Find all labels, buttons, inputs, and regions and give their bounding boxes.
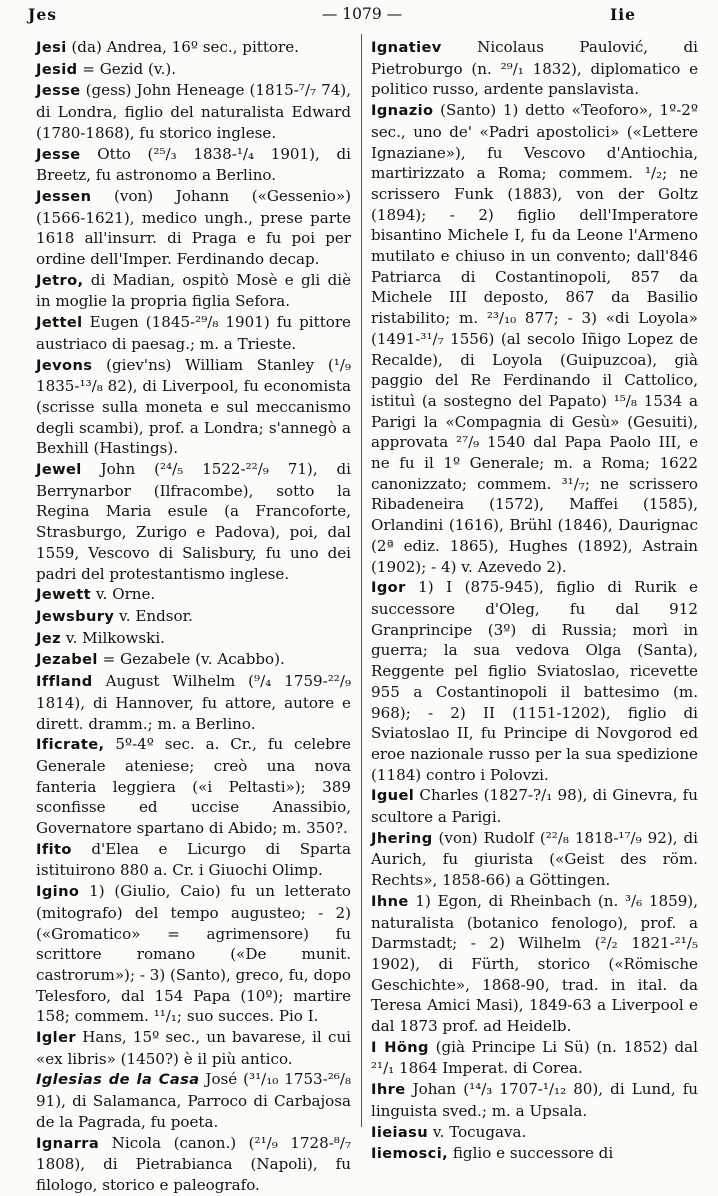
dictionary-entry xyxy=(36,839,351,881)
dictionary-entry xyxy=(36,734,351,839)
entry-headword: Ihne xyxy=(371,892,409,910)
dictionary-entry xyxy=(36,1133,351,1196)
dictionary-entry xyxy=(36,144,351,186)
entry-headword: Jewel xyxy=(36,461,82,479)
dictionary-entry xyxy=(36,355,351,460)
entry-text: Johan (¹⁴/₃ 1707-¹/₁₂ 80), di Lund, fu linguista sved.; m. a Upsala. xyxy=(371,1080,698,1120)
right-column xyxy=(371,37,698,1163)
entry-text: 1) (Giulio, Caio) fu un letterato (mitografo) del tempo augusteo; - 2) («Gromatico» = agrimensore) fu scrittore romano («De munit. castrorum»); - 3) (Santo), greco, fu, dopo Telesforo, dal 154 Papa (10º); martire 158; commem. ¹¹/₁; suo succes. Pio I. xyxy=(36,882,351,1026)
entry-headword: Iieiasu xyxy=(371,1123,429,1141)
entry-text: John (²⁴/₅ 1522-²²/₉ 71), di Berrynarbor (Ilfracombe), sotto la Regina Maria esule (a Francoforte, Strasburgo, Zurigo e Padova), poi, dal 1559, Vescovo di Salisbury, fu uno dei padri del protestantismo inglese. xyxy=(36,460,351,583)
dictionary-entry xyxy=(36,312,351,354)
dictionary-entry xyxy=(371,1122,698,1144)
entry-text: = Gezid (v.). xyxy=(77,59,177,78)
entry-headword: Jesse xyxy=(36,145,81,163)
dictionary-entry xyxy=(36,80,351,143)
entry-headword: Iguel xyxy=(371,787,415,805)
entry-text: Nicolaus Paulović, di Pietroburgo (n. ²⁹/₁ 1832), diplomatico e politico russo, ardente panslavista. xyxy=(371,38,698,99)
entry-text: Hans, 15º sec., un bavarese, il cui «ex libris» (1450?) è il più antico. xyxy=(36,1028,351,1068)
entry-text: v. Orne. xyxy=(91,585,156,604)
header-right-catchword: Iie xyxy=(609,5,636,24)
entry-text: = Gezabele (v. Acabbo). xyxy=(97,650,285,669)
dictionary-entry xyxy=(371,828,698,891)
dictionary-entry xyxy=(36,59,351,81)
entry-text: (gess) John Heneage (1815-⁷/₇ 74), di Londra, figlio del naturalista Edward (1780-1868), fu storico inglese. xyxy=(36,81,351,142)
dictionary-entry xyxy=(371,577,698,785)
entry-headword: Jhering xyxy=(371,829,433,847)
dictionary-entry xyxy=(371,1037,698,1079)
dictionary-entry xyxy=(36,671,351,734)
entry-text: (Santo) 1) detto «Teoforo», 1º-2º sec., uno de' «Padri apostolici» («Lettere Ignaziane»), fu Vescovo d'Antiochia, martirizzato a Roma; commem. ¹/₂; ne scrissero Funk (1883), von der Goltz (1894); - 2) figlio dell'Imperatore bisantino Michele I, fu da Leone l'Armeno mutilato e chiuso in un convento; dall'846 Patriarca di Costantinopoli, 857 da Michele III deposto, 867 da Basilio ristabilito; m. ²³/₁₀ 877; - 3) «di Loyola» (1491-³¹/₇ 1556) (al secolo Iñigo Lopez de Recalde), di Loyola (Guipuzcoa), già paggio del Re Ferdinando il Cattolico, istituì (a sostegno del Papato) ¹⁵/₈ 1534 a Parigi la «Compagnia di Gesù» (Gesuiti), approvata ²⁷/₉ 1540 dal Papa Paolo III, e ne fu il 1º Generale; m. a Roma; 1622 canonizzato; commem. ³¹/₇; ne scrissero Ribadeneira (1572), Maffei (1585), Orlandini (1616), Brühl (1846), Daurignac (2ª ediz. 1865), Hughes (1892), Astrain (1902); - 4) v. Azevedo 2). xyxy=(371,101,698,576)
left-column xyxy=(36,37,351,1194)
entry-headword: Igino xyxy=(36,883,80,901)
dictionary-entry xyxy=(36,649,351,671)
entry-headword: Jevons xyxy=(36,356,93,374)
dictionary-entry xyxy=(371,100,698,577)
entry-headword: Jesi xyxy=(36,39,67,56)
header-left-catchword: Jes xyxy=(28,5,57,24)
entry-text: figlio e successore di xyxy=(448,1144,614,1163)
entry-text: v. Milkowski. xyxy=(61,628,165,647)
dictionary-entry xyxy=(36,606,351,628)
entry-headword: Jesse xyxy=(36,82,81,100)
entry-headword: Ignarra xyxy=(36,1134,100,1152)
entry-text: Eugen (1845-²⁹/₈ 1901) fu pittore austriaco di paesag.; m. a Trieste. xyxy=(36,313,351,353)
entry-text: v. Endsor. xyxy=(114,606,193,625)
entry-text: v. Tocugava. xyxy=(428,1122,527,1141)
entry-text: (da) Andrea, 16º sec., pittore. xyxy=(66,38,299,56)
dictionary-entry xyxy=(36,881,351,1027)
dictionary-entry xyxy=(371,1079,698,1121)
dictionary-entry xyxy=(371,785,698,827)
entry-headword: Ignatiev xyxy=(371,39,442,56)
entry-text: 1) I (875-945), figlio di Rurik e successore d'Oleg, fu dal 912 Granprincipe (3º) di Russia; morì in guerra; la sua vedova Olga (Santa), Reggente pel figlio Sviatoslao, ricevette 955 a Costantinopoli il battesimo (m. 968); - 2) II (1151-1202), figlio di Sviatoslao II, fu Principe di Novgorod ed eroe nazionale russo per la sua spedizione (1184) contro i Polovzi. xyxy=(371,578,698,784)
dictionary-entry xyxy=(36,270,351,312)
entry-headword: Jettel xyxy=(36,314,83,332)
entry-headword: Ificrate, xyxy=(36,736,105,754)
entry-headword: Jesid xyxy=(36,60,78,78)
entry-headword: Igor xyxy=(371,579,406,597)
dictionary-entry xyxy=(371,891,698,1037)
dictionary-entry xyxy=(371,1143,698,1165)
entry-text: di Madian, ospitò Mosè e gli diè in moglie la propria figlia Sefora. xyxy=(36,270,351,311)
entry-headword: Iglesias de la Casa xyxy=(36,1071,200,1089)
running-header xyxy=(28,5,696,27)
entry-headword: Ihre xyxy=(371,1081,406,1099)
entry-text: Nicola (canon.) (²¹/₉ 1728-⁸/₇ 1808), di Pietrabianca (Napoli), fu filologo, storico e paleografo. xyxy=(36,1133,351,1194)
entry-headword: Jewett xyxy=(36,586,92,604)
entry-headword: Jewsbury xyxy=(36,607,115,625)
dictionary-entry xyxy=(36,186,351,270)
dictionary-entry xyxy=(36,584,351,606)
dictionary-entry xyxy=(36,1027,351,1069)
entry-headword: Igler xyxy=(36,1029,76,1047)
column-divider xyxy=(361,34,362,1127)
entry-headword: Ifito xyxy=(36,840,72,858)
dictionary-entry xyxy=(36,459,351,584)
entry-text: Charles (1827-?/₁ 98), di Ginevra, fu scultore a Parigi. xyxy=(371,786,698,827)
entry-text: 5º-4º sec. a. Cr., fu celebre Generale ateniese; creò una nova fanteria leggiera («i Peltasti»); 389 sconfisse ed uccise Anassibio, Governatore spartano di Abido; m. 350?. xyxy=(36,735,351,838)
entry-text: d'Elea e Licurgo di Sparta istituirono 880 a. Cr. i Giuochi Olimp. xyxy=(36,839,351,880)
entry-headword: Jetro, xyxy=(36,271,84,289)
entry-headword: Iffland xyxy=(36,673,93,691)
dictionary-entry xyxy=(36,37,351,59)
entry-headword: Jessen xyxy=(36,187,92,205)
entry-text: José (³¹/₁₀ 1753-²⁶/₈ 91), di Salamanca, Parroco di Carbajosa de la Pagrada, fu poeta. xyxy=(36,1070,351,1131)
entry-headword: I Höng xyxy=(371,1038,429,1056)
entry-headword: Iiemosci, xyxy=(371,1145,449,1163)
entry-headword: Jez xyxy=(36,629,62,647)
entry-text: (già Principe Li Sü) (n. 1852) dal ²¹/₁ 1864 Imperat. di Corea. xyxy=(371,1037,698,1078)
dictionary-entry xyxy=(36,628,351,650)
entry-text: (giev'ns) William Stanley (¹/₉ 1835-¹³/₈ 82), di Liverpool, fu economista (scrisse sulla moneta e sul meccanismo degli scambi), prof. a Londra; s'annegò a Bexhill (Hastings). xyxy=(36,355,351,458)
entry-text: (von) Rudolf (²²/₈ 1818-¹⁷/₉ 92), di Aurich, fu giurista («Geist des röm. Rechts», 1858-66) a Göttingen. xyxy=(371,828,698,890)
dictionary-entry xyxy=(36,1069,351,1132)
dictionary-entry xyxy=(371,37,698,100)
entry-text: (von) Johann («Gessenio») (1566-1621), medico ungh., prese parte 1618 all'insurr. di Praga e fu poi per ordine dell'Imper. Ferdinando decap. xyxy=(36,186,351,269)
entry-text: August Wilhelm (⁹/₄ 1759-²²/₉ 1814), di Hannover, fu attore, autore e dirett. dramm.; m. a Berlino. xyxy=(36,672,351,733)
entry-text: 1) Egon, di Rheinbach (n. ³/₆ 1859), naturalista (botanico fenologo), prof. a Darmstadt; - 2) Wilhelm (²/₂ 1821-²¹/₅ 1902), di Fürth, storico («Römische Geschichte», 1868-90, trad. in ital. da Teresa Amici Masi), 1849-63 a Liverpool e dal 1873 prof. ad Heidelb. xyxy=(371,891,698,1036)
entry-headword: Ignazio xyxy=(371,102,434,120)
entry-text: Otto (²⁵/₃ 1838-¹/₄ 1901), di Breetz, fu astronomo a Berlino. xyxy=(36,144,351,185)
entry-headword: Jezabel xyxy=(36,651,98,669)
page-number: — 1079 — xyxy=(321,5,403,23)
